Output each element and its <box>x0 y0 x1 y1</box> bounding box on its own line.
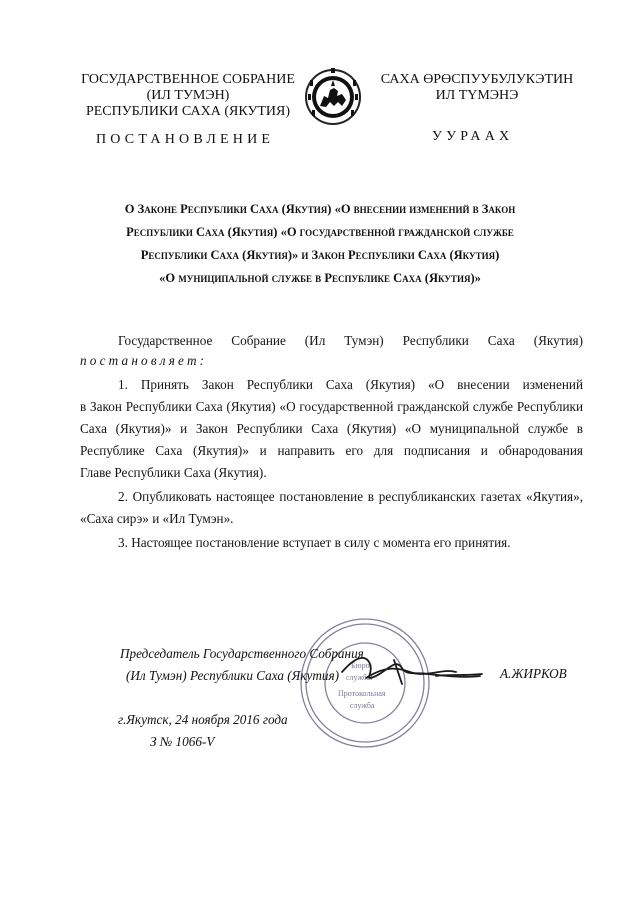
signatory-position-line2: (Ил Тумэн) Республики Саха (Якутия) <box>126 668 340 683</box>
header-left-line2: (ИЛ ТУМЭН) <box>146 88 230 103</box>
item1-line4: Республике Саха (Якутия)» и направить его для подписания и обнародования <box>80 443 583 458</box>
header-left-line1: ГОСУДАРСТВЕННОЕ СОБРАНИЕ <box>81 72 295 87</box>
header-left-block <box>78 72 298 120</box>
doc-type-left: ПОСТАНОВЛЕНИЕ <box>96 132 275 147</box>
resolves-word: постановляет: <box>80 353 208 368</box>
item1-line3: Саха (Якутия)» и Закон Республики Саха (Якутия) «О муниципальной службе в <box>80 421 583 436</box>
item3-line: 3. Настоящее постановление вступает в силу с момента его принятия. <box>118 535 511 550</box>
title-line3: Республики Саха (Якутия)» и Закон Республики Саха (Якутия) <box>140 248 500 262</box>
stamp-inner-line2: службы <box>346 673 373 682</box>
signatory-name: А.ЖИРКОВ <box>500 666 567 681</box>
sakha-emblem-icon <box>304 66 362 128</box>
header-right-line1: САХА ӨРӨСПУУБУЛУКЭТИН <box>380 72 574 87</box>
document-title <box>60 198 580 290</box>
title-line4: «О муниципальной службе в Республике Саха (Якутия)» <box>159 271 481 285</box>
stamp-inner-line1: Бюро <box>351 661 370 670</box>
stamp-inner-line3: Протокольная <box>338 689 386 698</box>
place-date: г.Якутск, 24 ноября 2016 года <box>118 712 288 727</box>
title-line2: Республики Саха (Якутия) «О государственной гражданской службе <box>126 225 514 239</box>
header-left-line3: РЕСПУБЛИКИ САХА (ЯКУТИЯ) <box>85 104 291 119</box>
item1-line2: в Закон Республики Саха (Якутия) «О государственной гражданской службе Республики <box>80 399 583 414</box>
header-right-block <box>372 72 582 104</box>
signatory-position-line1: Председатель Государственного Собрания <box>120 646 364 661</box>
document-number: З № 1066-V <box>150 734 215 749</box>
item2-line2: «Саха сирэ» и «Ил Тумэн». <box>80 511 234 526</box>
header-right-line2: ИЛ ТҮМЭНЭ <box>435 88 519 103</box>
doc-type-right: УУРААХ <box>432 129 514 144</box>
title-line1: О Законе Республики Саха (Якутия) «О внесении изменений в Закон <box>124 202 516 216</box>
item1-line1: 1. Принять Закон Республики Саха (Якутия) «О внесении изменений <box>118 377 583 392</box>
stamp-inner-line4: служба <box>350 701 375 710</box>
item2-line1: 2. Опубликовать настоящее постановление в республиканских газетах «Якутия», <box>118 489 583 504</box>
intro-line: Государственное Собрание (Ил Тумэн) Республики Саха (Якутия) <box>118 333 583 348</box>
item1-line5: Главе Республики Саха (Якутия). <box>80 465 267 480</box>
